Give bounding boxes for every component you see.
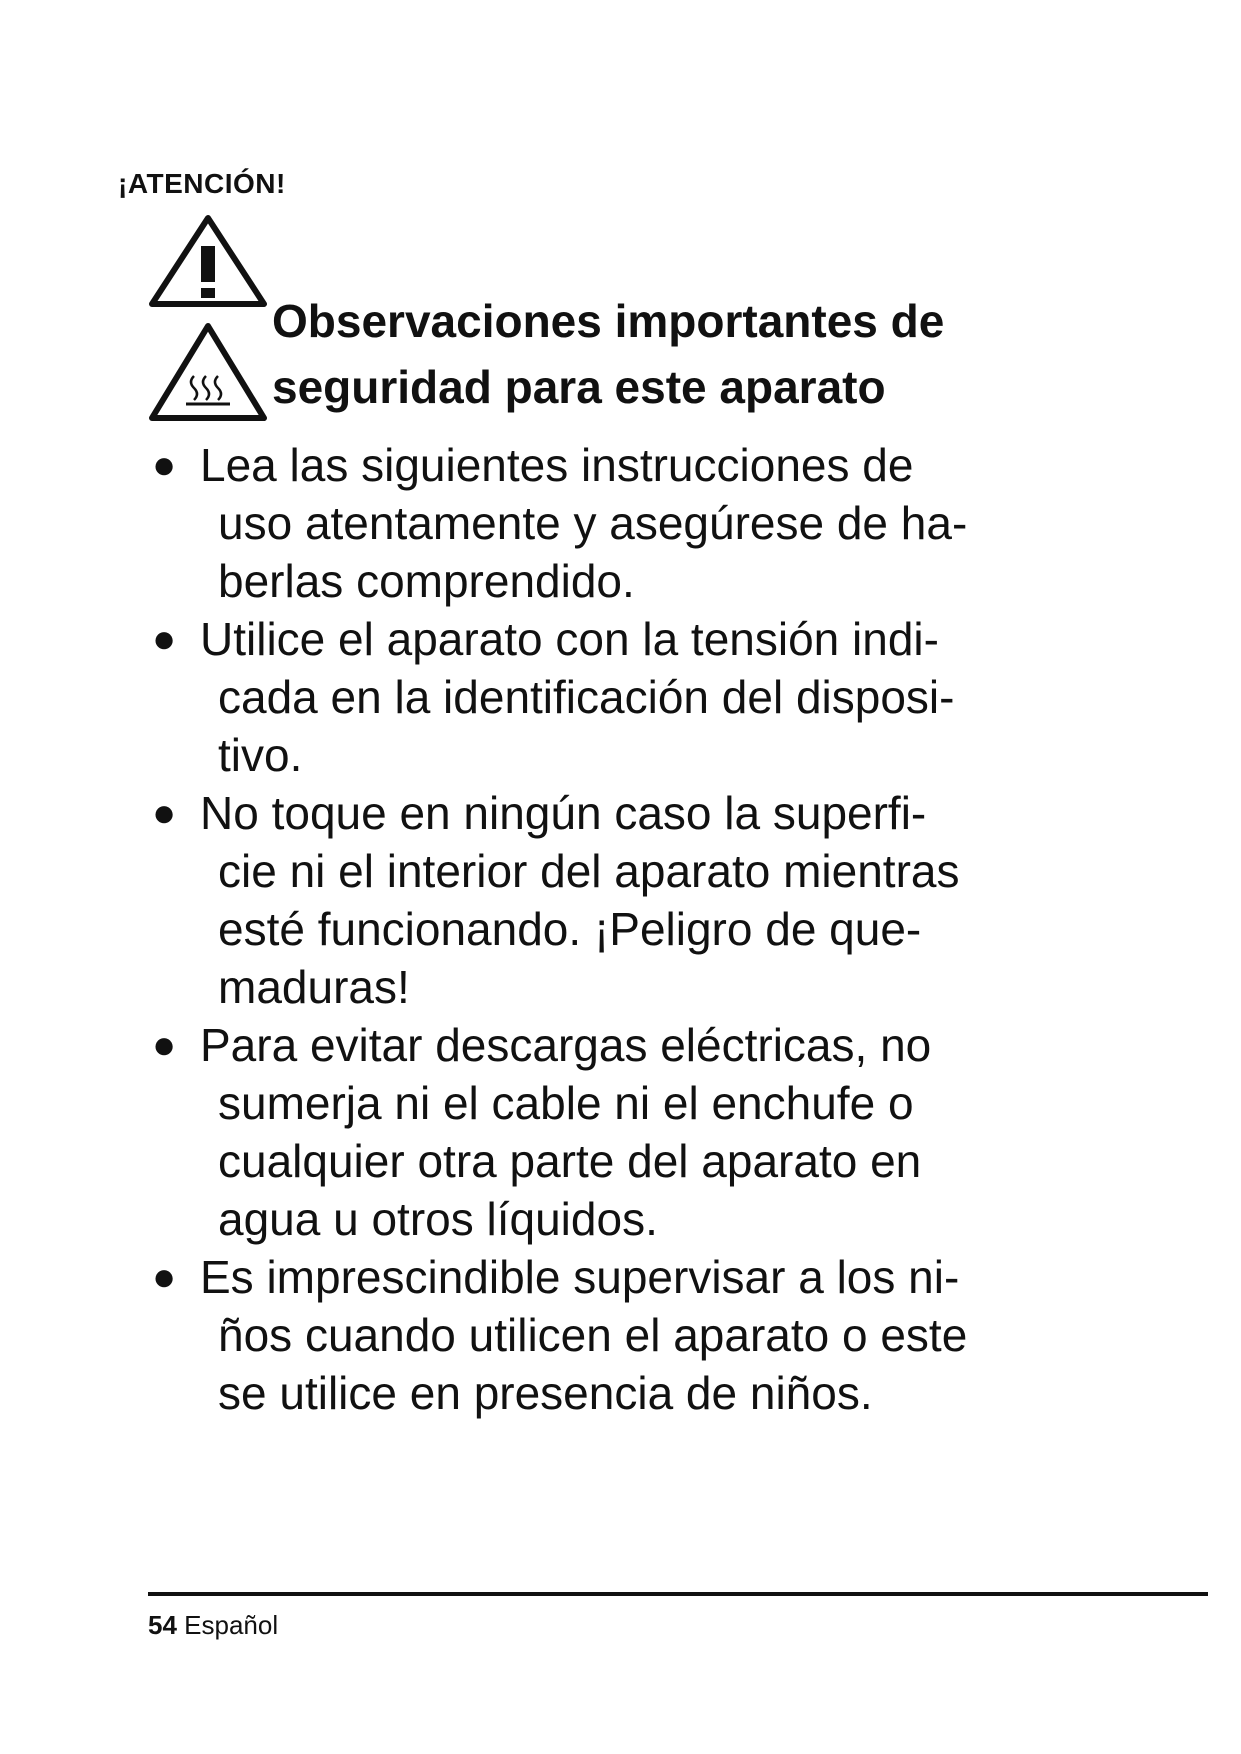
warning-exclamation-icon (146, 212, 270, 312)
footer-divider (148, 1592, 1208, 1596)
item-text-line: Para evitar descargas eléctricas, no (200, 1019, 932, 1071)
page-footer (148, 1610, 278, 1641)
footer-language: Español (184, 1610, 279, 1640)
item-text-line: agua u otros líquidos. (218, 1193, 658, 1245)
bullet-icon: ● (152, 791, 177, 835)
page-title (272, 288, 1032, 420)
item-text-line: ños cuando utilicen el aparato o este (218, 1309, 968, 1361)
title-line-1: Observaciones importantes de (272, 295, 945, 347)
item-text-line: cada en la identificación del disposi- (218, 671, 955, 723)
bullet-icon: ● (152, 617, 177, 661)
item-text-line: tivo. (218, 729, 303, 781)
safety-list (148, 436, 1088, 1422)
item-text-line: maduras! (218, 961, 410, 1013)
bullet-icon: ● (152, 1255, 177, 1299)
warning-icons (146, 212, 270, 432)
item-text-line: cie ni el interior del aparato mientras (218, 845, 960, 897)
item-text-line: se utilice en presencia de niños. (218, 1367, 873, 1419)
item-text-line: No toque en ningún caso la superfi- (200, 787, 927, 839)
bullet-icon: ● (152, 1023, 177, 1067)
item-text-line: uso atentamente y asegúrese de ha- (218, 497, 968, 549)
list-item (148, 1248, 1088, 1422)
item-text-line: esté funcionando. ¡Peligro de que- (218, 903, 922, 955)
page-number: 54 (148, 1610, 177, 1640)
item-text-line: cualquier otra parte del aparato en (218, 1135, 922, 1187)
bullet-icon: ● (152, 443, 177, 487)
item-text-line: Es imprescindible supervisar a los ni- (200, 1251, 960, 1303)
list-item (148, 610, 1088, 784)
attention-label: ¡ATENCIÓN! (118, 168, 286, 199)
hot-surface-icon (146, 318, 270, 428)
item-text-line: Lea las siguientes instrucciones de (200, 439, 914, 491)
list-item (148, 784, 1088, 1016)
title-line-2: seguridad para este aparato (272, 361, 886, 413)
list-item (148, 436, 1088, 610)
list-item (148, 1016, 1088, 1248)
item-text-line: sumerja ni el cable ni el enchufe o (218, 1077, 914, 1129)
item-text-line: berlas comprendido. (218, 555, 635, 607)
item-text-line: Utilice el aparato con la tensión indi- (200, 613, 939, 665)
